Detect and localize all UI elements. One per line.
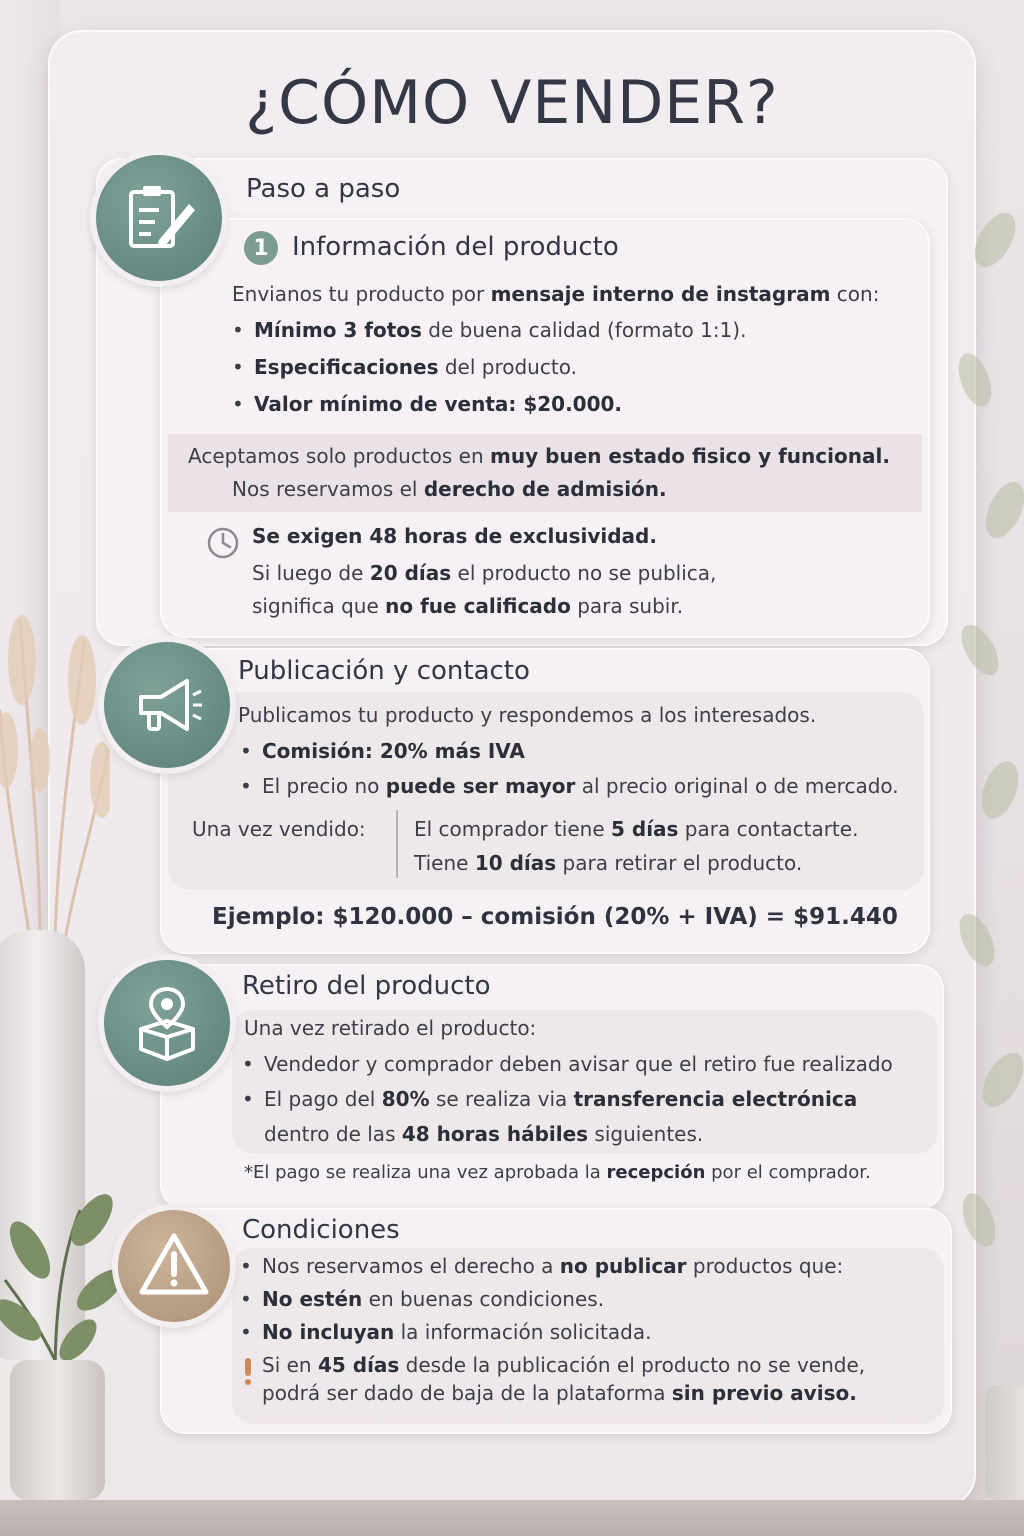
step1-subheader: Información del producto (292, 232, 619, 262)
step3-footnote: *El pago se realiza una vez aprobada la recepción por el comprador. (244, 1162, 871, 1183)
step1-bullet-photos: • Mínimo 3 fotos de buena calidad (formato 1:1). (254, 318, 746, 342)
right-pot (985, 1385, 1024, 1500)
step4-warning-line1: Si en 45 días desde la publicación el producto no se vende, (262, 1353, 866, 1377)
step2-sold-label: Una vez vendido: (192, 817, 366, 841)
plant-decoration (0, 1190, 130, 1380)
step3-intro: Una vez retirado el producto: (244, 1016, 537, 1040)
step2-bracket (396, 810, 404, 878)
step2-bullet-commission: • Comisión: 20% más IVA (262, 739, 525, 763)
clock-icon (206, 526, 240, 560)
step4-bullet-reserve: • Nos reservamos el derecho a no publicar productos que: (262, 1254, 843, 1278)
exclamation-icon (242, 1356, 254, 1386)
step3-bullet-notify: • Vendedor y comprador deben avisar que el retiro fue realizado (264, 1052, 893, 1076)
step1-admission-text: Nos reservamos el derecho de admisión. (232, 477, 667, 501)
step1-bullet-specs: • Especificaciones del producto. (254, 355, 577, 379)
pampas-grass-decoration (0, 600, 110, 940)
step2-buyer-contact: El comprador tiene 5 días para contactarte. (414, 817, 859, 841)
step3-payment-line2: dentro de las 48 horas hábiles siguientes. (264, 1122, 704, 1146)
step1-acceptance-text: Aceptamos solo productos en muy buen estado fisico y funcional. (188, 444, 890, 468)
step1-header: Paso a paso (246, 174, 401, 204)
step4-header: Condiciones (242, 1215, 400, 1245)
step1-exclusivity: Se exigen 48 horas de exclusividad. (252, 524, 657, 548)
step2-intro: Publicamos tu producto y respondemos a los interesados. (238, 703, 817, 727)
step2-pickup-days: Tiene 10 días para retirar el producto. (414, 851, 803, 875)
step1-intro: Envianos tu producto por mensaje interno de instagram con: (232, 282, 880, 306)
plant-pot (10, 1360, 105, 1500)
step2-example: Ejemplo: $120.000 – comisión (20% + IVA) = $91.440 (212, 904, 898, 930)
megaphone-icon (104, 642, 230, 768)
step1-not-qualified: significa que no fue calificado para subir. (252, 594, 684, 618)
step1-bullet-min-value: • Valor mínimo de venta: $20.000. (254, 392, 622, 416)
location-box-icon (104, 960, 230, 1086)
step1-20-days: Si luego de 20 días el producto no se publica, (252, 561, 717, 585)
step2-bullet-price: • El precio no puede ser mayor al precio original o de mercado. (262, 774, 899, 798)
warning-icon (118, 1210, 230, 1322)
step4-bullet-info: • No incluyan la información solicitada. (262, 1320, 651, 1344)
floor-shelf (0, 1500, 1024, 1536)
step-number-badge: 1 (244, 231, 278, 265)
step4-warning-line2: podrá ser dado de baja de la plataforma sin previo aviso. (262, 1381, 857, 1405)
step3-bullet-payment: • El pago del 80% se realiza via transferencia electrónica (264, 1087, 857, 1111)
clipboard-pencil-icon (96, 155, 222, 281)
right-foliage-decoration (955, 180, 1024, 1380)
step2-header: Publicación y contacto (238, 656, 530, 686)
step3-header: Retiro del producto (242, 971, 491, 1001)
step4-bullet-condition: • No estén en buenas condiciones. (262, 1287, 604, 1311)
page-title: ¿CÓMO VENDER? (245, 68, 779, 138)
